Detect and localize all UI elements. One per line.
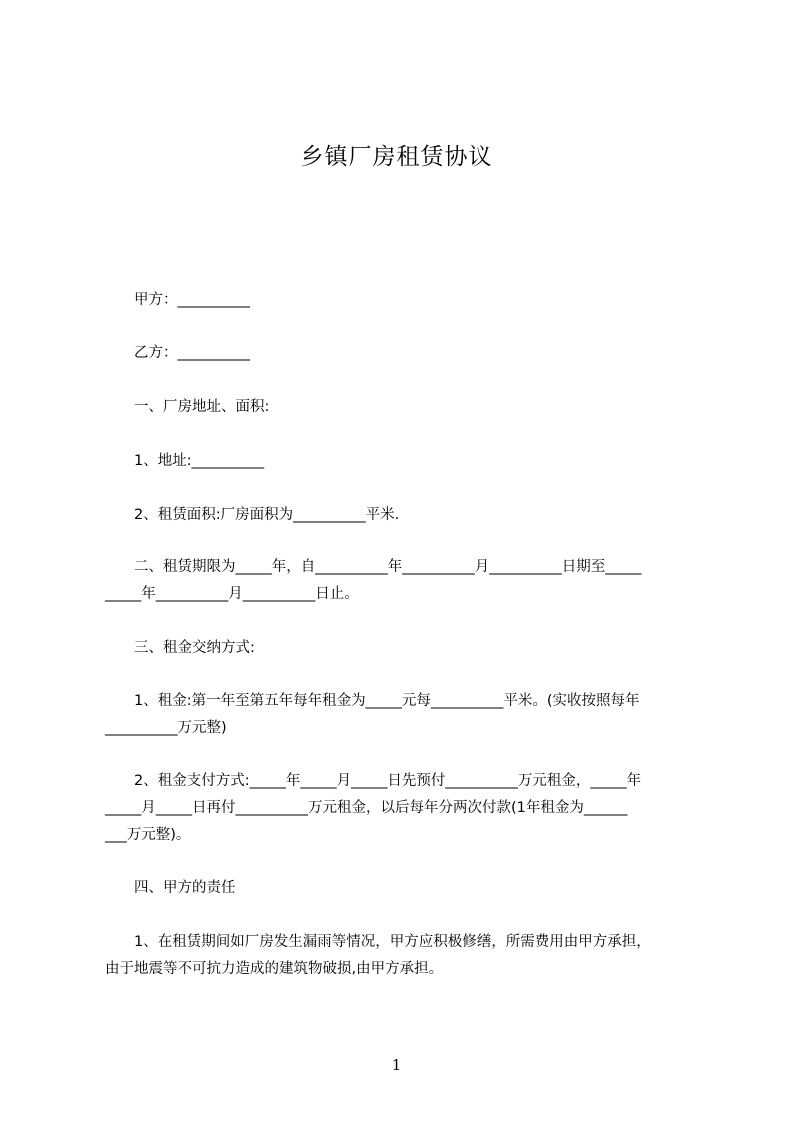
area-line: 2、租赁面积:厂房面积为__________平米. (105, 507, 400, 523)
rent-line-1: 1、租金:第一年至第五年每年租金为_____元每__________平米。(实收按照每年 (105, 693, 640, 709)
address-line: 1、地址:__________ (105, 453, 265, 469)
payment-line-3: ___万元整)。 (105, 827, 191, 843)
section-4-heading: 四、甲方的责任 (105, 880, 236, 896)
section-3-heading: 三、租金交纳方式: (105, 640, 255, 656)
responsibility-line-2: 由于地震等不可抗力造成的建筑物破损,由甲方承担。 (105, 961, 444, 977)
lease-term-line-2: _____年__________月__________日止。 (105, 586, 359, 602)
payment-line-2: _____月_____日再付__________万元租金，以后每年分两次付款(1年租金为______ (105, 800, 628, 816)
party-b-line: 乙方：__________ (105, 345, 250, 361)
lease-term-line-1: 二、租赁期限为_____年，自__________年__________月__________日期至_____ (105, 559, 642, 575)
party-a-line: 甲方：__________ (105, 292, 250, 308)
document-title: 乡镇厂房租赁协议 (300, 144, 493, 170)
rent-line-2: __________万元整) (105, 720, 227, 736)
page-number: 1 (391, 1056, 402, 1074)
section-1-heading: 一、厂房地址、面积: (105, 399, 270, 415)
responsibility-line-1: 1、在租赁期间如厂房发生漏雨等情况，甲方应积极修缮，所需费用由甲方承担， (105, 934, 651, 950)
payment-line-1: 2、租金支付方式:_____年_____月_____日先预付__________万元租金，_____年 (105, 773, 642, 789)
